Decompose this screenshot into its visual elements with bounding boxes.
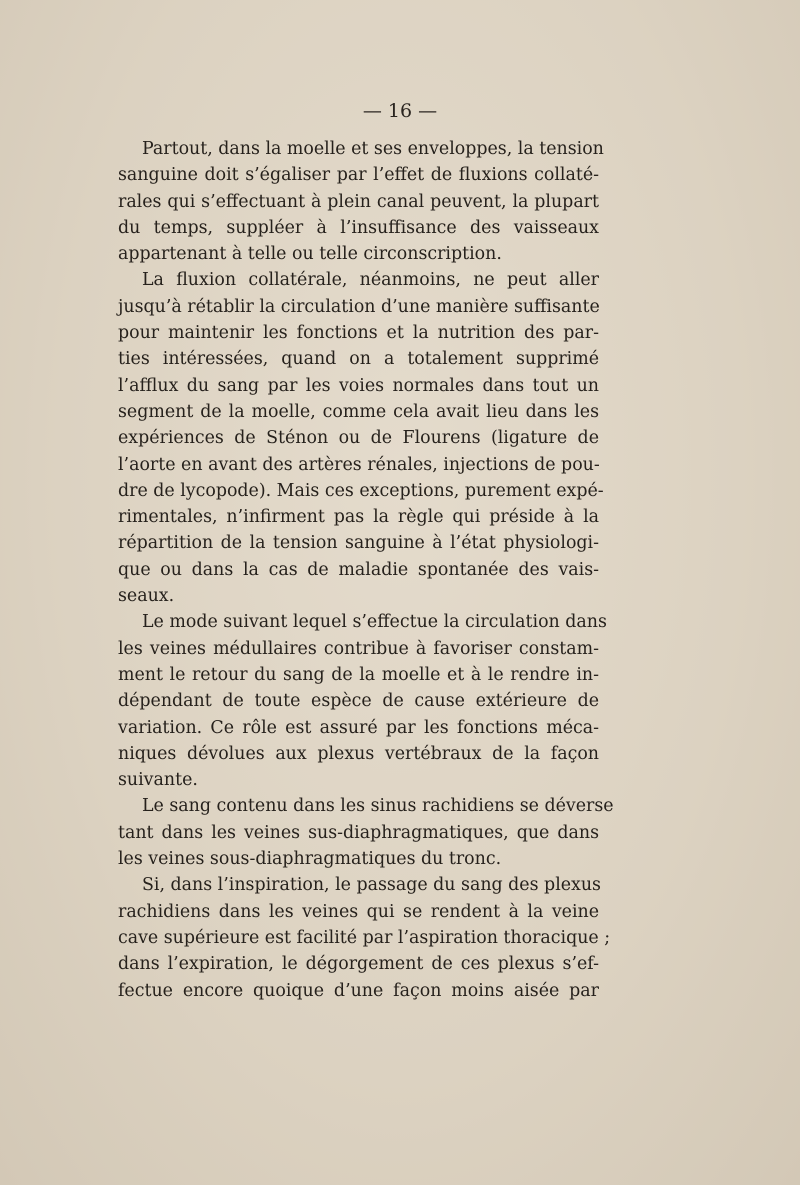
text-line: segment de la moelle, comme cela avait lieu dans les	[118, 401, 599, 422]
text-line: ties intéressées, quand on a totalement supprimé	[118, 349, 599, 370]
text-line: ment le retour du sang de la moelle et à le rendre in-	[118, 664, 599, 685]
text-line: jusqu’à rétablir la circulation d’une manière suffisante	[118, 296, 600, 317]
text-line: niques dévolues aux plexus vertébraux de la façon	[118, 743, 599, 764]
text-line: Partout, dans la moelle et ses enveloppes, la tension	[142, 139, 604, 159]
text-line: Le mode suivant lequel s’effectue la circulation dans	[142, 612, 607, 633]
text-line: dépendant de toute espèce de cause extérieure de	[118, 691, 599, 712]
text-line: rales qui s’effectuant à plein canal peuvent, la plupart	[118, 191, 599, 212]
text-line: dre de lycopode). Mais ces exceptions, purement expé-	[118, 480, 604, 501]
text-line: rimentales, n’infirment pas la règle qui préside à la	[118, 507, 599, 528]
text-line: Si, dans l’inspiration, le passage du sang des plexus	[142, 875, 601, 896]
text-line: seaux.	[118, 586, 175, 607]
text-line: du temps, suppléer à l’insuffisance des vaisseaux	[118, 217, 599, 238]
text-line: tant dans les veines sus-diaphragmatiques, que dans	[118, 822, 599, 843]
text-line: l’afflux du sang par les voies normales dans tout un	[118, 375, 599, 396]
text-line: La fluxion collatérale, néanmoins, ne peut aller	[142, 270, 599, 291]
text-line: variation. Ce rôle est assuré par les fonctions méca-	[118, 717, 599, 738]
text-line: les veines médullaires contribue à favoriser constam-	[118, 638, 599, 659]
text-line: suivante.	[118, 770, 198, 791]
text-line: dans l’expiration, le dégorgement de ces plexus s’ef-	[118, 954, 599, 975]
text-line: répartition de la tension sanguine à l’état physiologi-	[118, 533, 599, 554]
body-text	[118, 136, 614, 1004]
text-line: fectue encore quoique d’une façon moins aisée par	[118, 980, 599, 1001]
page-number: — 16 —	[362, 100, 438, 122]
text-line: les veines sous-diaphragmatiques du tronc.	[118, 849, 502, 870]
text-line: pour maintenir les fonctions et la nutrition des par-	[118, 323, 599, 344]
text-line: appartenant à telle ou telle circonscription.	[118, 244, 502, 265]
text-line: rachidiens dans les veines qui se rendent à la veine	[118, 901, 599, 922]
text-line: que ou dans la cas de maladie spontanée des vais-	[118, 559, 599, 580]
text-line: cave supérieure est facilité par l’aspiration thoracique ;	[118, 927, 611, 948]
text-line: expériences de Sténon ou de Flourens (ligature de	[118, 428, 599, 449]
text-line: Le sang contenu dans les sinus rachidiens se déverse	[142, 796, 614, 817]
text-line: l’aorte en avant des artères rénales, injections de pou-	[118, 454, 600, 475]
text-line: sanguine doit s’égaliser par l’effet de fluxions collaté-	[118, 165, 599, 186]
